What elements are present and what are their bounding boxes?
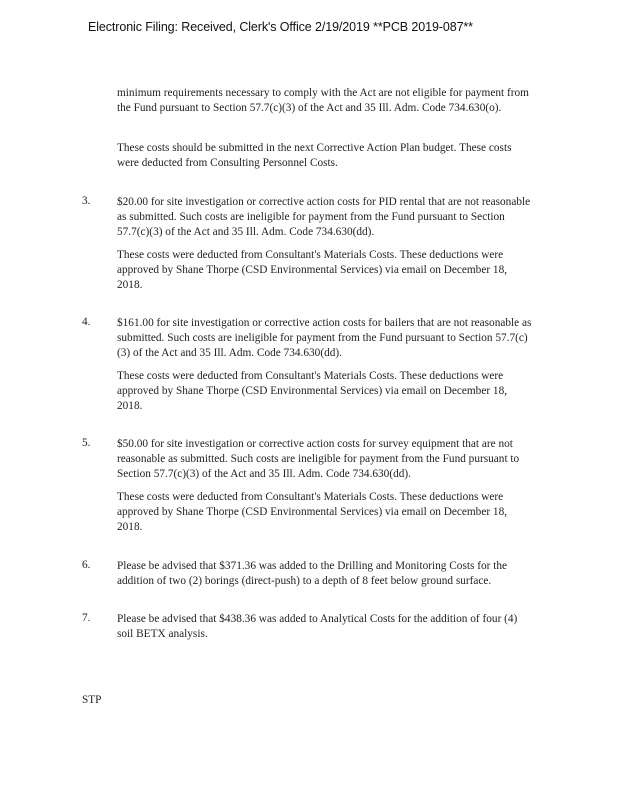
item-note: These costs were deducted from Consultant's Materials Costs. These deductions were approved by Shane Thorpe (CSD Environmental Services) via email on December 18, 2018. bbox=[117, 491, 508, 533]
item-note: These costs were deducted from Consultant's Materials Costs. These deductions were approved by Shane Thorpe (CSD Environmental Services) via email on December 18, 2018. bbox=[117, 249, 508, 291]
item-text: $20.00 for site investigation or corrective action costs for PID rental that are not reasonable as submitted. Such costs are ineligible for payment from the Fund pursuant to Section 57.7(c)(3) of the Act and 35 Ill. Adm. Code 734.630(dd). bbox=[117, 196, 531, 238]
intro-note: These costs should be submitted in the next Corrective Action Plan budget. These costs were deducted from Consulting Personnel Costs. bbox=[117, 142, 512, 169]
item-number: 6. bbox=[82, 559, 91, 571]
author-initials: STP bbox=[82, 694, 102, 706]
item-number: 5. bbox=[82, 437, 91, 449]
item-text: $50.00 for site investigation or corrective action costs for survey equipment that are not reasonable as submitted. Such costs are ineligible for payment from the Fund pursuant to Section 57.7(c)(3) of the Act and 35 Ill. Adm. Code 734.630(dd). bbox=[117, 438, 520, 480]
intro-continuation: minimum requirements necessary to comply with the Act are not eligible for payment from the Fund pursuant to Section 57.7(c)(3) of the Act and 35 Ill. Adm. Code 734.630(o). bbox=[117, 87, 529, 114]
item-text: $161.00 for site investigation or corrective action costs for bailers that are not reasonable as submitted. Such costs are ineligible for payment from the Fund pursuant to Section 57.7(c)(3) of the Act and 35 Ill. Adm. Code 734.630(dd). bbox=[117, 317, 532, 359]
item-text: Please be advised that $371.36 was added to the Drilling and Monitoring Costs for the addition of two (2) borings (direct-push) to a depth of 8 feet below ground surface. bbox=[117, 560, 507, 587]
item-number: 7. bbox=[82, 612, 91, 624]
item-text: Please be advised that $438.36 was added to Analytical Costs for the addition of four (4) soil BETX analysis. bbox=[117, 613, 518, 640]
item-number: 3. bbox=[82, 195, 91, 207]
item-note: These costs were deducted from Consultant's Materials Costs. These deductions were approved by Shane Thorpe (CSD Environmental Services) via email on December 18, 2018. bbox=[117, 370, 508, 412]
item-number: 4. bbox=[82, 316, 91, 328]
filing-stamp-header: Electronic Filing: Received, Clerk's Office 2/19/2019 **PCB 2019-087** bbox=[88, 20, 473, 34]
